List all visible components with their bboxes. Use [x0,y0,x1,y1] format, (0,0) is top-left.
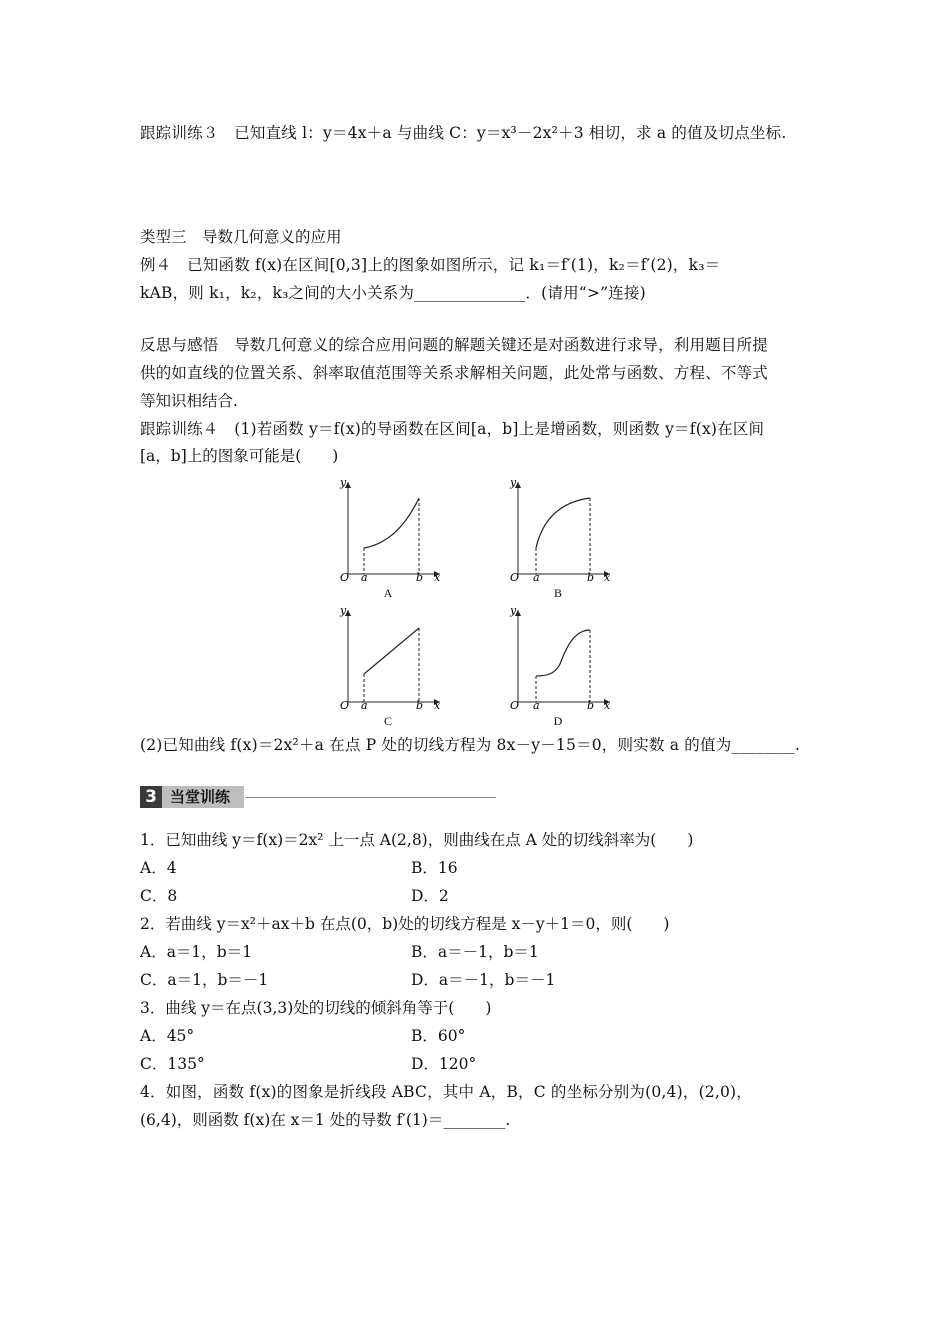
graph-a-b-label: b [416,571,424,584]
graph-b-a-label: a [533,571,540,584]
question-2-stem: 2．若曲线 y＝x²＋ax＋b 在点(0，b)处的切线方程是 x－y＋1＝0，则( ) [140,915,670,933]
graph-a-y-label: y [340,476,347,489]
question-3-stem: 3．曲线 y＝在点(3,3)处的切线的倾斜角等于( ) [140,999,492,1017]
question-3-option-c: C．135° [140,1055,205,1073]
question-4-stem-cont: (6,4)，则函数 f(x)在 x＝1 处的导数 f′(1)＝________. [140,1111,511,1129]
graph-a [328,474,448,602]
exercise4-part2: (2)已知曲线 f(x)＝2x²＋a 在点 P 处的切线方程为 8x－y－15＝0，则实数 a 的值为________. [140,736,801,754]
graph-c-x-label: x [434,699,441,712]
graph-c [328,602,448,730]
reflection-line2: 供的如直线的位置关系、斜率取值范围等关系求解相关问题，此处常与函数、方程、不等式 [140,364,769,382]
graph-d-x-label: x [604,699,611,712]
section3-number: 3 [140,786,162,808]
question-3-option-d: D．120° [411,1055,477,1073]
graph-d [498,602,618,730]
section3-divider [246,797,496,798]
section3-header [140,786,496,808]
question-4-stem: 4．如图，函数 f(x)的图象是折线段 ABC，其中 A，B，C 的坐标分别为(0,4)，(2,0)， [140,1083,753,1101]
graph-b-y-label: y [510,476,517,489]
graph-d-y-label: y [510,604,517,617]
graph-b-x-label: x [604,571,611,584]
question-2-option-c: C．a＝1，b＝－1 [140,971,269,989]
graph-a-a-label: a [361,571,368,584]
exercise4-line1: 跟踪训练４ (1)若函数 y＝f(x)的导函数在区间[a，b]上是增函数，则函数 y＝f(x)在区间 [140,420,765,438]
graph-d-caption: D [553,714,563,728]
graph-b-origin: O [510,571,520,584]
question-1-option-a: A．4 [140,859,177,877]
example4-line2: kAB，则 k₁，k₂，k₃之间的大小关系为______________．(请用“>”连接) [140,284,646,302]
reflection-line1: 反思与感悟 导数几何意义的综合应用问题的解题关键还是对函数进行求导，利用题目所提 [140,336,769,354]
graph-c-y-label: y [340,604,347,617]
example4-line1: 例４ 已知函数 f(x)在区间[0,3]上的图象如图所示，记 k₁＝f′(1)，k₂＝f′(2)，k₃＝ [140,256,721,274]
graph-d-a-label: a [533,699,540,712]
question-1-stem: 1．已知曲线 y＝f(x)＝2x² 上一点 A(2,8)，则曲线在点 A 处的切线斜率为( ) [140,831,694,849]
question-1-option-c: C．8 [140,887,178,905]
question-2-option-d: D．a＝－1，b＝－1 [411,971,556,989]
graph-d-origin: O [510,699,520,712]
question-3-option-b: B．60° [411,1027,466,1045]
exercise3-text: 跟踪训练３ 已知直线 l：y＝4x＋a 与曲线 C：y＝x³－2x²＋3 相切，求 a 的值及切点坐标. [140,124,787,142]
question-1-option-b: B．16 [411,859,458,877]
question-3-option-a: A．45° [140,1027,195,1045]
exercise4-line2: [a，b]上的图象可能是( ) [140,447,339,465]
graph-c-origin: O [340,699,350,712]
graph-b-b-label: b [587,571,595,584]
graph-c-a-label: a [361,699,368,712]
question-1-option-d: D．2 [411,887,449,905]
graph-a-origin: O [340,571,350,584]
type3-heading: 类型三 导数几何意义的应用 [140,228,342,246]
graph-c-b-label: b [416,699,424,712]
graph-a-x-label: x [434,571,441,584]
graph-c-caption: C [383,714,392,728]
reflection-line3: 等知识相结合. [140,392,238,410]
graph-b-caption: B [553,586,562,600]
graph-d-b-label: b [587,699,595,712]
question-2-option-a: A．a＝1，b＝1 [140,943,253,961]
graph-b [498,474,618,602]
question-2-option-b: B．a＝－1，b＝1 [411,943,539,961]
section3-title: 当堂训练 [162,786,244,808]
graph-a-caption: A [383,586,393,600]
